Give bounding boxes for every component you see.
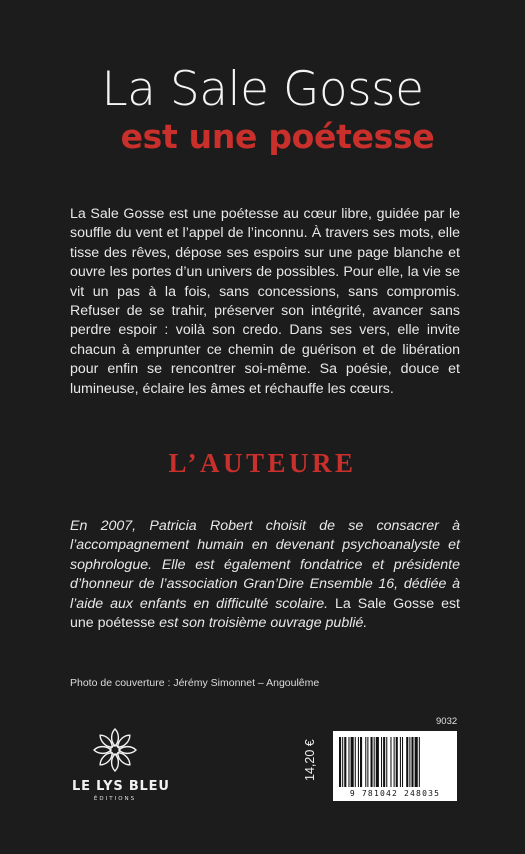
book-title: La Sale Gosse [101, 62, 424, 117]
publisher-name: LE LYS BLEU [72, 779, 170, 794]
barcode-digits: 9 781042 248035 [349, 789, 441, 798]
barcode [333, 731, 457, 801]
barcode-bars [338, 737, 452, 787]
author-bio [70, 517, 460, 633]
price-label: 14,20 € [303, 739, 317, 781]
publisher-logo [72, 727, 170, 802]
bio-regular-part: La Sale Gosse est une poétesse [70, 595, 461, 632]
isbn-code: 9032 [436, 716, 458, 727]
author-heading: L’AUTEURE [168, 448, 357, 478]
photo-credit: Photo de couverture : Jérémy Simonnet – Angoulême [70, 677, 320, 689]
book-subtitle: est une poétesse [120, 117, 435, 156]
synopsis-text: La Sale Gosse est une poétesse au cœur libre, guidée par le souffle du vent et l’appel de l’inconnu. À travers ses mots, elle tisse des rêves, dépose ses espoirs sur une page blanche et ouvre les portes d’un univers de possibles. Pour elle, la vie se vit un pas à la fois, sans concessions, sans compromis. Refuser de se trahir, préserver son intégrité, avancer sans perdre espoir : voilà son credo. Dans ses vers, elle invite chacun à emprunter ce chemin de guérison et de libération pour enfin se rencontrer soi-même. Sa poésie, douce et lumineuse, éclaire les âmes et réchauffe les cœurs. [70, 206, 460, 397]
lotus-flower-icon [92, 727, 138, 773]
publisher-sub: ÉDITIONS [93, 796, 137, 802]
bio-italic-part2: est son troisième ouvrage publié. [159, 615, 368, 632]
bio-italic-part1: En 2007, Patricia Robert choisit de se consacrer à l’accompagnement humain en devenant psychoanalyste et sophrologue. Elle est également fondatrice et présidente d’honneur de l’association Gran’Dire Ensemble 16, dédiée à l’aide aux enfants en difficulté scolaire. [70, 518, 460, 612]
